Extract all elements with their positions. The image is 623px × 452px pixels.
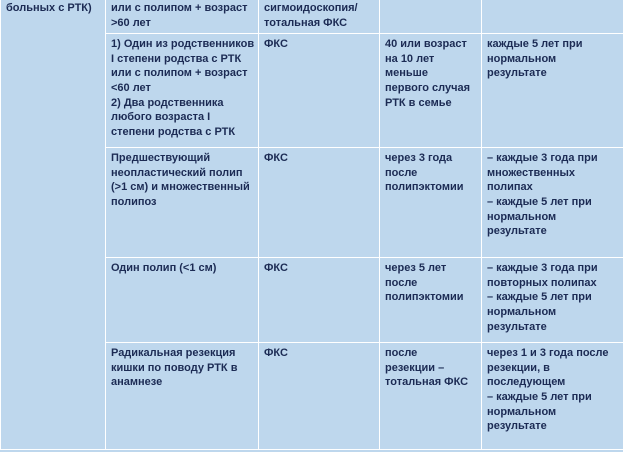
condition-cell: [106, 148, 259, 258]
interval-cell: [482, 148, 623, 258]
interval-cell: [482, 0, 623, 34]
cell-line: на 10 лет: [385, 52, 435, 65]
cell-line: резекции, в: [487, 361, 550, 374]
cell-line: полипах: [487, 181, 533, 194]
cell-line: или с полипом + возраст: [111, 2, 248, 14]
cell-line: последующем: [487, 376, 566, 389]
condition-cell: [106, 343, 259, 450]
cell-line: ФКС: [264, 347, 288, 360]
cell-line: (>1 см) и множественный: [111, 181, 250, 194]
cell-line: степени родства с РТК: [111, 125, 236, 138]
method-cell: [259, 148, 380, 258]
cell-line: через 1 и 3 года после: [487, 347, 609, 360]
cell-line: >60 лет: [111, 16, 151, 29]
cell-line: повторных полипах: [487, 276, 597, 289]
method-cell: [259, 343, 380, 450]
cell-line: нормальном: [487, 210, 557, 223]
condition-cell: [106, 0, 259, 34]
cell-line: первого случая: [385, 81, 471, 94]
cell-line: кишки по поводу РТК в: [111, 361, 238, 374]
cell-line: Один полип (<1 см): [111, 262, 217, 275]
start-cell: [380, 258, 482, 343]
cell-line: или с полипом + возраст: [111, 67, 248, 80]
cell-line: <60 лет: [111, 81, 151, 94]
method-cell: [259, 0, 380, 34]
cell-line: нормальном: [487, 305, 557, 318]
cell-line: неопластический полип: [111, 166, 243, 179]
cell-line: – каждые 3 года при: [487, 152, 598, 165]
cell-line: результате: [487, 420, 547, 433]
cell-line: полипоз: [111, 195, 157, 208]
cell-line: нормальном: [487, 52, 557, 65]
start-cell: [380, 148, 482, 258]
cell-line: после: [385, 347, 418, 360]
cell-line: ФКС: [264, 152, 288, 165]
cell-line: после: [385, 166, 418, 179]
cell-line: тотальная ФКС: [264, 16, 348, 29]
risk-group-cell: [1, 0, 106, 450]
cell-line: результате: [487, 320, 547, 333]
cell-line: нормальном: [487, 405, 557, 418]
cell-line: анамнезе: [111, 376, 163, 389]
cell-line: – каждые 5 лет при: [487, 195, 592, 208]
cell-line: множественных: [487, 166, 576, 179]
cell-line: полипэктомии: [385, 181, 464, 194]
cell-line: РТК в семье: [385, 96, 452, 109]
start-cell: [380, 34, 482, 148]
cell-line: – каждые 3 года при: [487, 262, 598, 275]
table-row: [1, 0, 623, 34]
interval-cell: [482, 343, 623, 450]
cell-line: – каждые 5 лет при: [487, 390, 592, 403]
cell-line: 1) Один из родственников: [111, 38, 255, 51]
start-cell: [380, 343, 482, 450]
cell-line: меньше: [385, 67, 428, 80]
cell-line: через 5 лет: [385, 262, 447, 275]
cell-line: любого возраста I: [111, 111, 211, 124]
cell-line: 40 или возраст: [385, 38, 467, 51]
interval-cell: [482, 34, 623, 148]
method-cell: [259, 258, 380, 343]
cell-line: ФКС: [264, 38, 288, 51]
cell-line: через 3 года: [385, 152, 453, 165]
cell-line: Предшествующий: [111, 152, 211, 165]
cell-line: больных с РТК): [6, 2, 92, 14]
cell-line: Радикальная резекция: [111, 347, 236, 360]
cell-line: сигмоидоскопия/: [264, 2, 358, 14]
cell-line: – каждые 5 лет при: [487, 291, 592, 304]
condition-cell: [106, 258, 259, 343]
cell-line: каждые 5 лет при: [487, 38, 583, 51]
cell-line: после: [385, 276, 418, 289]
start-cell: [380, 0, 482, 34]
cell-line: результате: [487, 67, 547, 80]
cell-line: тотальная ФКС: [385, 376, 469, 389]
interval-cell: [482, 258, 623, 343]
cell-line: 2) Два родственника: [111, 96, 224, 109]
cell-line: полипэктомии: [385, 291, 464, 304]
method-cell: [259, 34, 380, 148]
condition-cell: [106, 34, 259, 148]
cell-line: ФКС: [264, 262, 288, 275]
cell-line: I степени родства с РТК: [111, 52, 242, 65]
cell-line: результате: [487, 225, 547, 238]
cell-line: резекции –: [385, 361, 445, 374]
